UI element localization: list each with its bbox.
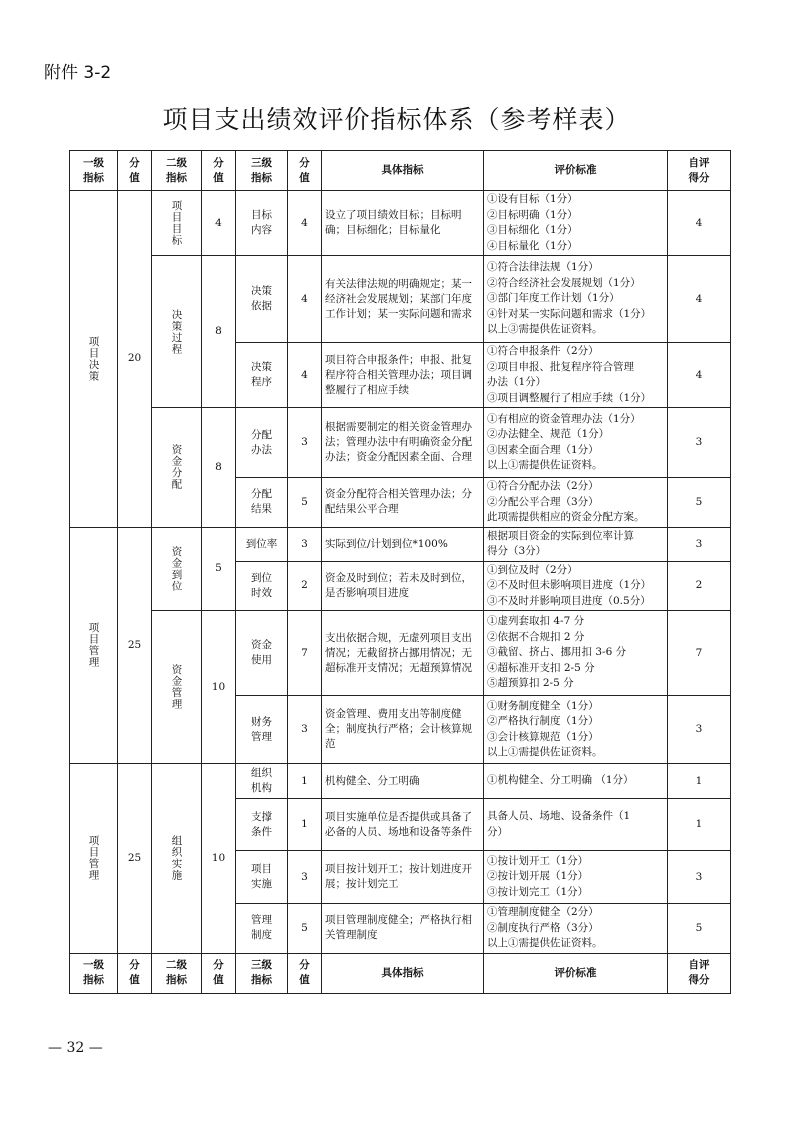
level2-cell bbox=[152, 527, 202, 611]
table-row bbox=[70, 191, 731, 256]
level3-name: 到位率 bbox=[236, 527, 288, 561]
criteria-line: ②项目申报、批复程序符合管理 bbox=[487, 360, 634, 373]
criteria-line: ②目标明确（1分） bbox=[487, 208, 578, 221]
header-level2: 二级 指标 bbox=[152, 151, 202, 191]
criteria-cell bbox=[484, 408, 668, 478]
self-score: 3 bbox=[668, 408, 731, 478]
self-score: 1 bbox=[668, 764, 731, 799]
criteria-line: ③会计核算规范（1分） bbox=[487, 730, 599, 743]
level2-score: 10 bbox=[202, 764, 236, 954]
indicator-text: 项目符合申报条件；申报、批复程序符合相关管理办法；项目调整履行了相应手续 bbox=[322, 343, 484, 408]
criteria-cell bbox=[484, 561, 668, 611]
criteria-line: ①按计划开工（1分） bbox=[487, 854, 589, 867]
level1-cell bbox=[70, 764, 118, 954]
criteria-line: ③不及时并影响项目进度（0.5分） bbox=[487, 594, 651, 607]
criteria-line: ③按计划完工（1分） bbox=[487, 885, 589, 898]
criteria-line: ③目标细化（1分） bbox=[487, 224, 578, 236]
level3-score: 5 bbox=[288, 478, 322, 528]
footer-indicator: 具体指标 bbox=[322, 953, 484, 993]
criteria-cell bbox=[484, 527, 668, 561]
level3-score: 1 bbox=[288, 764, 322, 799]
footer-level1: 一级 指标 bbox=[70, 953, 118, 993]
criteria-line: ①符合法律法规（1分） bbox=[487, 261, 599, 274]
level2-score: 8 bbox=[202, 408, 236, 528]
level3-score: 7 bbox=[288, 611, 322, 696]
level3-name: 分配 结果 bbox=[236, 478, 288, 528]
header-level1: 一级 指标 bbox=[70, 151, 118, 191]
criteria-line: 以上③需提供佐证资料。 bbox=[487, 323, 603, 336]
indicator-text: 实际到位/计划到位*100% bbox=[322, 527, 484, 561]
criteria-cell bbox=[484, 764, 668, 799]
self-score: 2 bbox=[668, 561, 731, 611]
indicator-table bbox=[69, 150, 731, 994]
self-score: 4 bbox=[668, 191, 731, 256]
indicator-text: 资金分配符合相关管理办法；分配结果公平合理 bbox=[322, 478, 484, 528]
level1-score: 20 bbox=[118, 191, 152, 528]
criteria-line: ①虚列套取扣 4-7 分 bbox=[487, 615, 585, 628]
criteria-line: 得分（3分） bbox=[487, 545, 547, 557]
indicator-text: 项目实施单位是否提供或具备了必备的人员、场地和设备等条件 bbox=[322, 799, 484, 851]
table-row bbox=[70, 527, 731, 561]
criteria-line: ③截留、挤占、挪用扣 3-6 分 bbox=[487, 646, 627, 659]
table-row bbox=[70, 256, 731, 343]
indicator-text: 项目按计划开工；按计划进度开展；按计划完工 bbox=[322, 851, 484, 904]
criteria-line: ④超标准开支扣 2-5 分 bbox=[487, 661, 595, 674]
level3-name: 目标 内容 bbox=[236, 191, 288, 256]
criteria-line: ①到位及时（2分） bbox=[487, 563, 578, 576]
self-score: 4 bbox=[668, 256, 731, 343]
header-level3: 三级 指标 bbox=[236, 151, 288, 191]
level1-cell bbox=[70, 527, 118, 764]
criteria-cell bbox=[484, 611, 668, 696]
criteria-line: ②制度执行严格（3分） bbox=[487, 921, 599, 934]
footer-score2: 分 值 bbox=[202, 953, 236, 993]
footer-score1: 分 值 bbox=[118, 953, 152, 993]
header-criteria: 评价标准 bbox=[484, 151, 668, 191]
indicator-text: 资金管理、费用支出等制度健全；制度执行严格；会计核算规范 bbox=[322, 696, 484, 764]
footer-level3: 三级 指标 bbox=[236, 953, 288, 993]
level1-cell bbox=[70, 191, 118, 528]
level3-name: 到位 时效 bbox=[236, 561, 288, 611]
header-score1: 分 值 bbox=[118, 151, 152, 191]
self-score: 5 bbox=[668, 904, 731, 954]
criteria-line: 办法（1分） bbox=[487, 376, 547, 388]
criteria-line: ①符合分配办法（2分） bbox=[487, 480, 599, 492]
level3-score: 5 bbox=[288, 904, 322, 954]
level3-score: 4 bbox=[288, 256, 322, 343]
level2-name: 资金到位 bbox=[170, 545, 183, 592]
level3-name: 管理 制度 bbox=[236, 904, 288, 954]
criteria-line: 以上①需提供佐证资料。 bbox=[487, 459, 603, 471]
level2-score: 8 bbox=[202, 256, 236, 408]
self-score: 3 bbox=[668, 696, 731, 764]
criteria-line: ①有相应的资金管理办法（1分） bbox=[487, 412, 641, 425]
header-self-score: 自评 得分 bbox=[668, 151, 731, 191]
criteria-cell bbox=[484, 343, 668, 408]
level1-name: 项目管理 bbox=[87, 835, 100, 882]
criteria-cell bbox=[484, 696, 668, 764]
self-score: 3 bbox=[668, 851, 731, 904]
table-row bbox=[70, 408, 731, 478]
criteria-line: ②分配公平合理（3分） bbox=[487, 495, 599, 508]
footer-score3: 分 值 bbox=[288, 953, 322, 993]
level3-name: 项目 实施 bbox=[236, 851, 288, 904]
criteria-line: ①管理制度健全（2分） bbox=[487, 906, 599, 918]
criteria-line: ③项目调整履行了相应手续（1分） bbox=[487, 391, 652, 404]
indicator-text: 有关法律法规的明确规定；某一经济社会发展规划；某部门年度工作计划；某一实际问题和需求 bbox=[322, 256, 484, 343]
criteria-line: ①符合申报条件（2分） bbox=[487, 345, 599, 357]
level3-name: 财务 管理 bbox=[236, 696, 288, 764]
criteria-line: ②办法健全、规范（1分） bbox=[487, 428, 610, 440]
indicator-text: 支出依据合规，无虚列项目支出情况；无截留挤占挪用情况；无超标准开支情况；无超预算情况 bbox=[322, 611, 484, 696]
indicator-text: 根据需要制定的相关资金管理办法；管理办法中有明确资金分配办法；资金分配因素全面、合理 bbox=[322, 408, 484, 478]
level2-name: 资金分配 bbox=[170, 444, 183, 491]
level3-name: 组织 机构 bbox=[236, 764, 288, 799]
criteria-line: ①设有目标（1分） bbox=[487, 193, 578, 205]
level1-name: 项目决策 bbox=[87, 335, 100, 382]
criteria-line: ②不及时但未影响项目进度（1分） bbox=[487, 579, 652, 591]
table-row bbox=[70, 611, 731, 696]
level3-name: 决策 依据 bbox=[236, 256, 288, 343]
level2-score: 10 bbox=[202, 611, 236, 764]
criteria-line: 分） bbox=[487, 825, 508, 838]
level3-score: 3 bbox=[288, 408, 322, 478]
level2-name: 资金管理 bbox=[170, 664, 183, 710]
criteria-line: ④针对某一实际问题和需求（1分） bbox=[487, 307, 652, 320]
level3-score: 3 bbox=[288, 696, 322, 764]
page-title: 项目支出绩效评价指标体系（参考样表） bbox=[162, 105, 631, 134]
indicator-text: 设立了项目绩效目标；目标明确；目标细化；目标量化 bbox=[322, 191, 484, 256]
indicator-text: 资金及时到位；若未及时到位，是否影响项目进度 bbox=[322, 561, 484, 611]
header-score3: 分 值 bbox=[288, 151, 322, 191]
criteria-cell bbox=[484, 851, 668, 904]
table-footer-row bbox=[70, 953, 731, 993]
footer-self-score: 自评 得分 bbox=[668, 953, 731, 993]
self-score: 4 bbox=[668, 343, 731, 408]
footer-criteria: 评价标准 bbox=[484, 953, 668, 993]
criteria-line: 此项需提供相应的资金分配方案。 bbox=[487, 511, 645, 523]
level2-cell bbox=[152, 764, 202, 954]
criteria-line: ②依据不合规扣 2 分 bbox=[487, 630, 585, 643]
header-score2: 分 值 bbox=[202, 151, 236, 191]
criteria-line: ③部门年度工作计划（1分） bbox=[487, 292, 620, 305]
level3-score: 1 bbox=[288, 799, 322, 851]
criteria-cell bbox=[484, 799, 668, 851]
level3-name: 分配 办法 bbox=[236, 408, 288, 478]
level2-cell bbox=[152, 191, 202, 256]
criteria-cell bbox=[484, 256, 668, 343]
criteria-cell bbox=[484, 904, 668, 954]
indicator-text: 项目管理制度健全；严格执行相关管理制度 bbox=[322, 904, 484, 954]
level2-cell bbox=[152, 256, 202, 408]
criteria-line: ⑤超预算扣 2-5 分 bbox=[487, 677, 574, 690]
level1-score: 25 bbox=[118, 764, 152, 954]
level3-score: 4 bbox=[288, 343, 322, 408]
criteria-line: ①机构健全、分工明确 （1分） bbox=[487, 774, 634, 787]
criteria-line: ①财务制度健全（1分） bbox=[487, 699, 599, 712]
criteria-line: 以上①需提供佐证资料。 bbox=[487, 746, 603, 758]
criteria-line: ②按计划开展（1分） bbox=[487, 870, 589, 883]
page-number: — 32 — bbox=[48, 1040, 103, 1056]
level3-name: 支撑 条件 bbox=[236, 799, 288, 851]
table-row bbox=[70, 764, 731, 799]
indicator-text: 机构健全、分工明确 bbox=[322, 764, 484, 799]
level2-score: 5 bbox=[202, 527, 236, 611]
attachment-label: 附件 3-2 bbox=[44, 63, 112, 83]
criteria-line: ③因素全面合理（1分） bbox=[487, 443, 599, 456]
self-score: 7 bbox=[668, 611, 731, 696]
self-score: 3 bbox=[668, 527, 731, 561]
criteria-line: ②符合经济社会发展规划（1分） bbox=[487, 276, 641, 289]
criteria-line: 根据项目资金的实际到位率计算 bbox=[487, 529, 634, 542]
criteria-line: ②严格执行制度（1分） bbox=[487, 715, 599, 727]
criteria-cell bbox=[484, 478, 668, 528]
level3-score: 3 bbox=[288, 851, 322, 904]
footer-level2: 二级 指标 bbox=[152, 953, 202, 993]
table-header-row bbox=[70, 151, 731, 191]
header-indicator: 具体指标 bbox=[322, 151, 484, 191]
level2-score: 4 bbox=[202, 191, 236, 256]
criteria-line: 具备人员、场地、设备条件（1 bbox=[487, 810, 631, 822]
level3-name: 决策 程序 bbox=[236, 343, 288, 408]
level3-score: 4 bbox=[288, 191, 322, 256]
level3-score: 3 bbox=[288, 527, 322, 561]
level1-score: 25 bbox=[118, 527, 152, 764]
level2-cell bbox=[152, 408, 202, 528]
level2-name: 项目目标 bbox=[170, 200, 183, 246]
level3-score: 2 bbox=[288, 561, 322, 611]
criteria-cell bbox=[484, 191, 668, 256]
level2-name: 决策过程 bbox=[170, 308, 183, 355]
level2-name: 组织实施 bbox=[170, 835, 183, 882]
level1-name: 项目管理 bbox=[87, 622, 100, 669]
criteria-line: ④目标量化（1分） bbox=[487, 239, 578, 252]
level3-name: 资金 使用 bbox=[236, 611, 288, 696]
criteria-line: 以上①需提供佐证资料。 bbox=[487, 937, 603, 949]
level2-cell bbox=[152, 611, 202, 764]
self-score: 1 bbox=[668, 799, 731, 851]
self-score: 5 bbox=[668, 478, 731, 528]
